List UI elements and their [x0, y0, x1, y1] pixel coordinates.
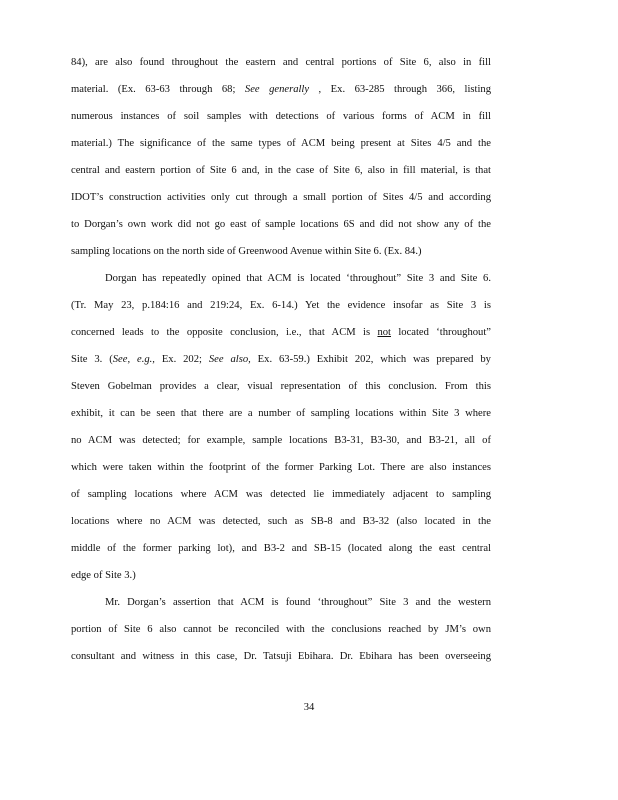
text-line: portion of Site 6 also cannot be reconciled with the conclusions reached by JM’s own	[71, 624, 491, 635]
text-line: consultant and witness in this case, Dr. Tatsuji Ebihara. Dr. Ebihara has been overseeing	[71, 651, 491, 662]
text-line: Dorgan has repeatedly opined that ACM is located ‘throughout” Site 3 and Site 6.	[105, 273, 491, 284]
text-line: middle of the former parking lot), and B3-2 and SB-15 (located along the east central	[71, 543, 491, 554]
text-line: (Tr. May 23, p.184:16 and 219:24, Ex. 6-14.) Yet the evidence insofar as Site 3 is	[71, 300, 491, 311]
text-line: material. (Ex. 63-63 through 68; See generally , Ex. 63-285 through 366, listing	[71, 84, 491, 95]
text-line: material.) The significance of the same types of ACM being present at Sites 4/5 and the	[71, 138, 491, 149]
text-line: locations where no ACM was detected, such as SB-8 and B3-32 (also located in the	[71, 516, 491, 527]
text-line: of sampling locations where ACM was detected lie immediately adjacent to sampling	[71, 489, 491, 500]
text-line: exhibit, it can be seen that there are a number of sampling locations within Site 3 where	[71, 408, 491, 419]
text-line: Site 3. (See, e.g., Ex. 202; See also, Ex. 63-59.) Exhibit 202, which was prepared by	[71, 354, 491, 365]
page-number: 34	[303, 702, 315, 713]
text-line: no ACM was detected; for example, sample locations B3-31, B3-30, and B3-21, all of	[71, 435, 491, 446]
text-line: Steven Gobelman provides a clear, visual representation of this conclusion. From this	[71, 381, 491, 392]
text-line: to Dorgan’s own work did not go east of sample locations 6S and did not show any of the	[71, 219, 491, 230]
text-line: Mr. Dorgan’s assertion that ACM is found ‘throughout” Site 3 and the western	[105, 597, 491, 608]
text-line: IDOT’s construction activities only cut through a small portion of Sites 4/5 and according	[71, 192, 491, 203]
text-line: sampling locations on the north side of Greenwood Avenue within Site 6. (Ex. 84.)	[71, 246, 422, 257]
text-line: central and eastern portion of Site 6 and, in the case of Site 6, also in fill material, is that	[71, 165, 491, 176]
text-line: which were taken within the footprint of the former Parking Lot. There are also instances	[71, 462, 491, 473]
text-line: edge of Site 3.)	[71, 570, 136, 581]
text-line: numerous instances of soil samples with detections of various forms of ACM in fill	[71, 111, 491, 122]
text-line: concerned leads to the opposite conclusion, i.e., that ACM is not located ‘throughout”	[71, 327, 491, 338]
text-line: 84), are also found throughout the eastern and central portions of Site 6, also in fill	[71, 57, 491, 68]
